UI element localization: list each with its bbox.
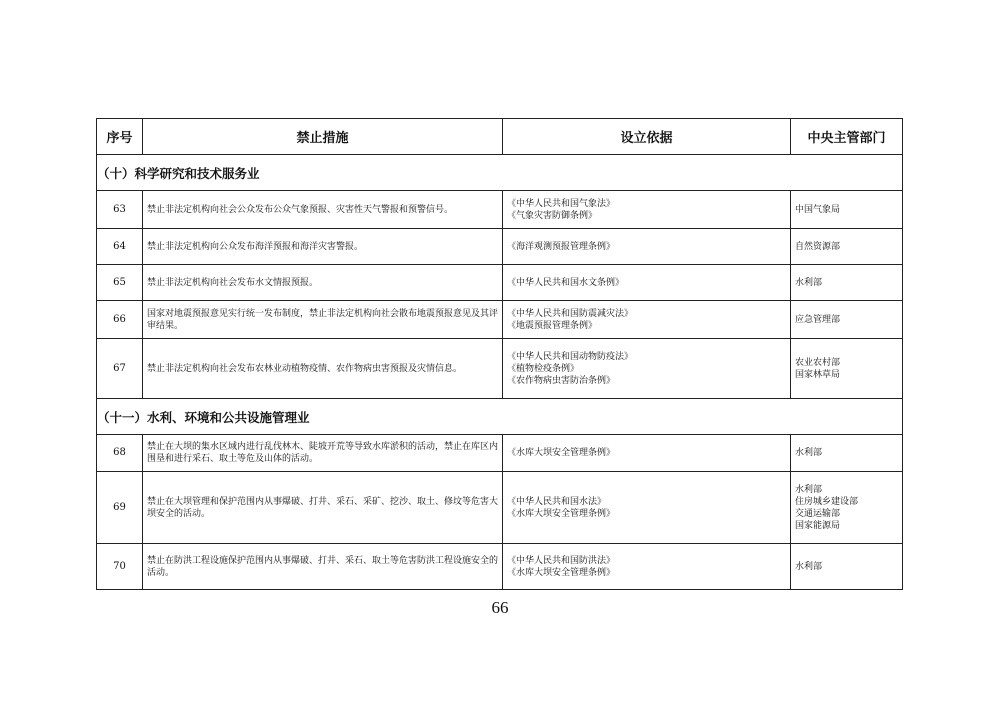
row-department: 水利部 [791, 265, 903, 301]
table-row [97, 435, 903, 472]
row-basis: 《中华人民共和国水文条例》 [503, 265, 791, 301]
row-basis: 《中华人民共和国气象法》 《气象灾害防御条例》 [503, 191, 791, 229]
row-measure: 禁止非法定机构向社会发布农林业动植物疫情、农作物病虫害预报及灾情信息。 [143, 339, 503, 399]
page-number: 66 [491, 598, 509, 617]
row-basis: 《中华人民共和国水法》 《水库大坝安全管理条例》 [503, 472, 791, 544]
row-number: 64 [97, 229, 143, 265]
header-central-department: 中央主管部门 [791, 119, 903, 155]
row-basis: 《海洋观测预报管理条例》 [503, 229, 791, 265]
row-measure: 禁止在大坝的集水区域内进行乱伐林木、陡坡开荒等导致水库淤积的活动，禁止在库区内围垦和进行采石、取土等危及山体的活动。 [143, 435, 503, 472]
row-number: 65 [97, 265, 143, 301]
row-measure: 禁止非法定机构向公众发布海洋预报和海洋灾害警报。 [143, 229, 503, 265]
row-number: 70 [97, 544, 143, 590]
table-row [97, 265, 903, 301]
section-title: （十）科学研究和技术服务业 [97, 155, 903, 191]
section-title: （十一）水利、环境和公共设施管理业 [97, 399, 903, 435]
table-header-row [97, 119, 903, 155]
table-row [97, 472, 903, 544]
row-department: 自然资源部 [791, 229, 903, 265]
row-basis: 《中华人民共和国动物防疫法》 《植物检疫条例》 《农作物病虫害防治条例》 [503, 339, 791, 399]
row-measure: 国家对地震预报意见实行统一发布制度，禁止非法定机构向社会散布地震预报意见及其评审结果。 [143, 301, 503, 339]
row-measure: 禁止非法定机构向社会发布水文情报预报。 [143, 265, 503, 301]
table-row [97, 191, 903, 229]
row-basis: 《中华人民共和国防洪法》 《水库大坝安全管理条例》 [503, 544, 791, 590]
row-number: 68 [97, 435, 143, 472]
row-department: 农业农村部 国家林草局 [791, 339, 903, 399]
section-row [97, 155, 903, 191]
row-number: 66 [97, 301, 143, 339]
row-number: 63 [97, 191, 143, 229]
row-department: 水利部 住房城乡建设部 交通运输部 国家能源局 [791, 472, 903, 544]
row-basis: 《水库大坝安全管理条例》 [503, 435, 791, 472]
row-number: 69 [97, 472, 143, 544]
row-measure: 禁止非法定机构向社会公众发布公众气象预报、灾害性天气警报和预警信号。 [143, 191, 503, 229]
row-department: 应急管理部 [791, 301, 903, 339]
row-measure: 禁止在大坝管理和保护范围内从事爆破、打井、采石、采矿、挖沙、取土、修坟等危害大坝安全的活动。 [143, 472, 503, 544]
header-serial-number: 序号 [97, 119, 143, 155]
section-row [97, 399, 903, 435]
header-legal-basis: 设立依据 [503, 119, 791, 155]
table-row [97, 229, 903, 265]
prohibited-measures-table [96, 118, 903, 590]
row-number: 67 [97, 339, 143, 399]
row-basis: 《中华人民共和国防震减灾法》 《地震预报管理条例》 [503, 301, 791, 339]
header-prohibited-measure: 禁止措施 [143, 119, 503, 155]
row-department: 中国气象局 [791, 191, 903, 229]
row-department: 水利部 [791, 435, 903, 472]
row-measure: 禁止在防洪工程设施保护范围内从事爆破、打井、采石、取土等危害防洪工程设施安全的活动。 [143, 544, 503, 590]
row-department: 水利部 [791, 544, 903, 590]
table-row [97, 339, 903, 399]
table-row [97, 544, 903, 590]
table-row [97, 301, 903, 339]
